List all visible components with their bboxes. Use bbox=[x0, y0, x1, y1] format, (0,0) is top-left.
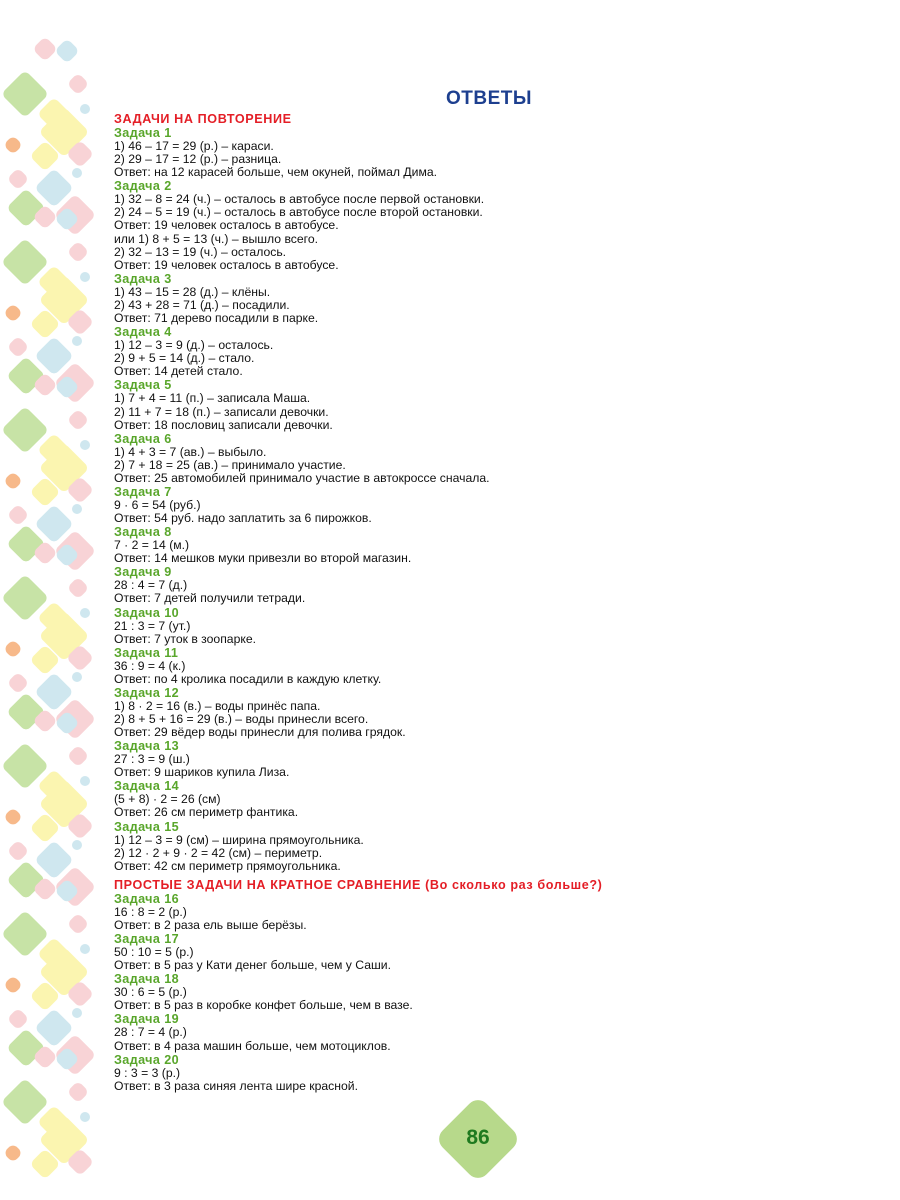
decorative-tile bbox=[67, 1081, 90, 1104]
solution-line: Ответ: 19 человек осталось в автобусе. bbox=[114, 218, 339, 233]
solution-line: Ответ: на 12 карасей больше, чем окуней, поймал Дима. bbox=[114, 165, 438, 180]
task-label: Задача 7 bbox=[114, 484, 172, 499]
solution-line: 36 : 9 = 4 (к.) bbox=[114, 658, 186, 673]
solution-line: 16 : 8 = 2 (р.) bbox=[114, 904, 187, 919]
solution-line: 21 : 3 = 7 (ут.) bbox=[114, 618, 191, 633]
solution-line: 1) 4 + 3 = 7 (ав.) – выбыло. bbox=[114, 444, 267, 459]
decorative-tile bbox=[3, 975, 23, 995]
decorative-tile bbox=[78, 606, 92, 620]
decorative-tile bbox=[7, 1008, 30, 1031]
decorative-tile bbox=[78, 1110, 92, 1124]
decorative-tile bbox=[3, 135, 23, 155]
page-number-badge bbox=[437, 1098, 519, 1180]
solution-line: (5 + 8) · 2 = 26 (см) bbox=[114, 792, 221, 807]
solution-line: Ответ: 9 шариков купила Лиза. bbox=[114, 765, 290, 780]
solution-line: 2) 24 – 5 = 19 (ч.) – осталось в автобусе после второй остановки. bbox=[114, 205, 483, 220]
solution-line: 30 : 6 = 5 (р.) bbox=[114, 985, 187, 1000]
solution-line: Ответ: в 4 раза машин больше, чем мотоциклов. bbox=[114, 1038, 391, 1053]
solution-line: Ответ: 54 руб. надо заплатить за 6 пирожков. bbox=[114, 511, 372, 526]
task-label: Задача 4 bbox=[114, 325, 172, 340]
solution-line: Ответ: 14 мешков муки привезли во второй магазин. bbox=[114, 551, 412, 566]
solution-line: Ответ: 71 дерево посадили в парке. bbox=[114, 311, 319, 326]
solution-line: 1) 8 · 2 = 16 (в.) – воды принёс папа. bbox=[114, 698, 321, 713]
answers-content bbox=[114, 88, 874, 1093]
task-label: Задача 3 bbox=[114, 271, 172, 286]
decorative-tile bbox=[54, 39, 79, 64]
decorative-tile bbox=[78, 270, 92, 284]
solution-line: Ответ: в 5 раз в коробке конфет больше, чем в вазе. bbox=[114, 998, 413, 1013]
solution-line: 2) 29 – 17 = 12 (р.) – разница. bbox=[114, 152, 282, 167]
solution-line: 2) 7 + 18 = 25 (ав.) – принимало участие. bbox=[114, 457, 346, 472]
decorative-tile bbox=[3, 807, 23, 827]
task-label: Задача 11 bbox=[114, 645, 179, 660]
task-label: Задача 12 bbox=[114, 685, 180, 700]
solution-line: 1) 12 – 3 = 9 (см) – ширина прямоугольника. bbox=[114, 832, 364, 847]
solution-line: 50 : 10 = 5 (р.) bbox=[114, 945, 194, 960]
decorative-tile bbox=[3, 471, 23, 491]
task-label: Задача 10 bbox=[114, 605, 180, 620]
page-number: 86 bbox=[466, 1126, 490, 1149]
solution-line: 7 · 2 = 14 (м.) bbox=[114, 538, 190, 553]
solution-line: Ответ: 42 см периметр прямоугольника. bbox=[114, 858, 341, 873]
decorative-tile bbox=[3, 639, 23, 659]
section-heading: ПРОСТЫЕ ЗАДАЧИ НА КРАТНОЕ СРАВНЕНИЕ (Во сколько раз больше?) bbox=[114, 877, 603, 892]
task-label: Задача 15 bbox=[114, 819, 180, 834]
solution-line: Ответ: 26 см периметр фантика. bbox=[114, 805, 299, 820]
solution-line: 1) 7 + 4 = 11 (п.) – записала Маша. bbox=[114, 391, 311, 406]
task-label: Задача 1 bbox=[114, 126, 172, 140]
solution-line: Ответ: в 3 раза синяя лента шире красной. bbox=[114, 1078, 358, 1093]
decorative-tile bbox=[70, 166, 84, 180]
decorative-tile bbox=[67, 409, 90, 432]
task-label: Задача 20 bbox=[114, 1052, 180, 1067]
decorative-tile bbox=[3, 1143, 23, 1163]
section-heading: ЗАДАЧИ НА ПОВТОРЕНИЕ bbox=[114, 112, 292, 126]
solution-line: 9 : 3 = 3 (р.) bbox=[114, 1065, 181, 1080]
decorative-tile bbox=[70, 334, 84, 348]
solution-line: Ответ: в 5 раз у Кати денег больше, чем у Саши. bbox=[114, 958, 391, 973]
decorative-tile bbox=[78, 942, 92, 956]
decorative-tile bbox=[7, 168, 30, 191]
decorative-tile bbox=[78, 774, 92, 788]
solution-line: 28 : 7 = 4 (р.) bbox=[114, 1025, 187, 1040]
solution-line: 9 · 6 = 54 (руб.) bbox=[114, 497, 201, 512]
solution-line: или 1) 8 + 5 = 13 (ч.) – вышло всего. bbox=[114, 231, 318, 246]
task-label: Задача 18 bbox=[114, 972, 180, 987]
task-label: Задача 13 bbox=[114, 739, 180, 754]
task-label: Задача 14 bbox=[114, 779, 180, 794]
solution-line: 1) 46 – 17 = 29 (р.) – караси. bbox=[114, 139, 274, 153]
decorative-tile bbox=[67, 913, 90, 936]
answer-sections bbox=[114, 113, 874, 1093]
solution-line: Ответ: 7 детей получили тетради. bbox=[114, 591, 306, 606]
solution-line: Ответ: 18 пословиц записали девочки. bbox=[114, 417, 333, 432]
solution-line: 2) 32 – 13 = 19 (ч.) – осталось. bbox=[114, 244, 287, 259]
decorative-tile bbox=[78, 102, 92, 116]
page-title: ОТВЕТЫ bbox=[446, 88, 532, 109]
task-label: Задача 16 bbox=[114, 891, 180, 906]
decorative-tile bbox=[67, 745, 90, 768]
decorative-tile bbox=[70, 670, 84, 684]
solution-line: 28 : 4 = 7 (д.) bbox=[114, 578, 188, 593]
decorative-tile bbox=[67, 73, 90, 96]
solution-line: 2) 8 + 5 + 16 = 29 (в.) – воды принесли всего. bbox=[114, 712, 369, 726]
task-label: Задача 9 bbox=[114, 565, 172, 580]
solution-line: 2) 12 · 2 + 9 · 2 = 42 (см) – периметр. bbox=[114, 845, 323, 860]
solution-line: Ответ: по 4 кролика посадили в каждую клетку. bbox=[114, 671, 382, 686]
task-label: Задача 6 bbox=[114, 431, 172, 446]
decorative-tile-border bbox=[0, 0, 110, 1200]
decorative-tile bbox=[70, 502, 84, 516]
solution-line: Ответ: 7 уток в зоопарке. bbox=[114, 631, 256, 646]
solution-line: 1) 12 – 3 = 9 (д.) – осталось. bbox=[114, 338, 274, 353]
solution-line: Ответ: 14 детей стало. bbox=[114, 364, 243, 379]
solution-line: 1) 32 – 8 = 24 (ч.) – осталось в автобусе после первой остановки. bbox=[114, 192, 485, 207]
task-label: Задача 5 bbox=[114, 378, 172, 393]
decorative-tile bbox=[70, 838, 84, 852]
decorative-tile bbox=[7, 840, 30, 863]
decorative-tile bbox=[7, 336, 30, 359]
decorative-tile bbox=[70, 1006, 84, 1020]
decorative-tile bbox=[32, 36, 57, 61]
task-label: Задача 19 bbox=[114, 1012, 180, 1027]
decorative-tile bbox=[67, 577, 90, 600]
decorative-tile bbox=[67, 241, 90, 264]
solution-line: Ответ: 19 человек осталось в автобусе. bbox=[114, 257, 339, 272]
solution-line: Ответ: в 2 раза ель выше берёзы. bbox=[114, 917, 307, 932]
solution-line: Ответ: 29 вёдер воды принесли для полива грядок. bbox=[114, 725, 406, 740]
solution-line: 2) 9 + 5 = 14 (д.) – стало. bbox=[114, 351, 255, 366]
task-label: Задача 17 bbox=[114, 932, 180, 947]
solution-line: Ответ: 25 автомобилей принимало участие в автокроссе сначала. bbox=[114, 470, 490, 485]
solution-line: 1) 43 – 15 = 28 (д.) – клёны. bbox=[114, 284, 271, 299]
solution-line: 2) 43 + 28 = 71 (д.) – посадили. bbox=[114, 297, 290, 312]
decorative-tile bbox=[3, 303, 23, 323]
decorative-tile bbox=[7, 672, 30, 695]
solution-line: 2) 11 + 7 = 18 (п.) – записали девочки. bbox=[114, 404, 329, 419]
task-label: Задача 8 bbox=[114, 525, 172, 540]
decorative-tile bbox=[78, 438, 92, 452]
solution-line: 27 : 3 = 9 (ш.) bbox=[114, 752, 190, 767]
task-label: Задача 2 bbox=[114, 179, 172, 194]
decorative-tile bbox=[7, 504, 30, 527]
